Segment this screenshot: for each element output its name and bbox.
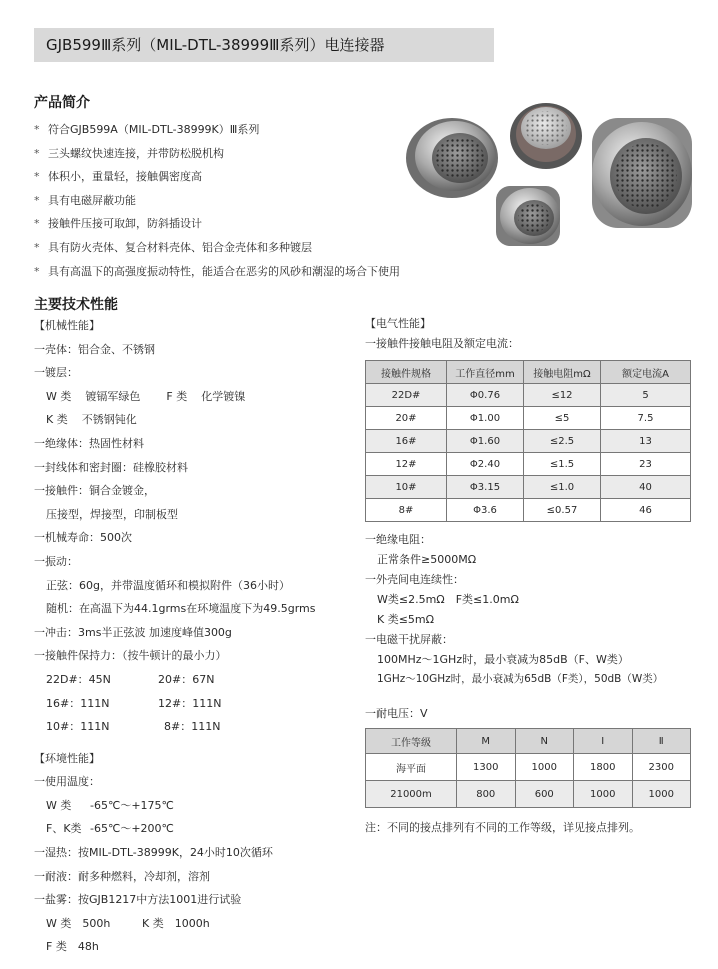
emi-line-1: 100MHz～1GHz时，最小衰减为85dB（F、W类）	[377, 653, 629, 666]
continuity-k: K 类≤5mΩ	[377, 613, 435, 626]
table-cell: Φ0.76	[447, 384, 524, 407]
retention-value: 20#：67N	[158, 672, 215, 686]
plating-k-line	[34, 412, 364, 436]
table-cell: ≤1.5	[524, 453, 601, 476]
bullet-icon: *	[34, 193, 40, 207]
table-header-cell: 额定电流A	[601, 361, 691, 384]
insulation-value: 正常条件≥5000MΩ	[377, 553, 477, 566]
voltage-heading: 一耐电压：V	[365, 707, 428, 720]
page-title: GJB599Ⅲ系列（MIL-DTL-38999Ⅲ系列）电连接器	[34, 28, 494, 62]
bullet-icon: *	[34, 123, 40, 136]
temp-heading: 一使用温度：	[34, 775, 100, 789]
table-cell: 20#	[366, 407, 447, 430]
table-cell: 46	[601, 499, 691, 522]
table-cell: ≤0.57	[524, 499, 601, 522]
table-cell: ≤1.0	[524, 476, 601, 499]
bullet-icon: *	[34, 240, 40, 254]
table-header-cell: N	[515, 729, 574, 754]
table-cell: ≤12	[524, 384, 601, 407]
plating-f-code: F 类	[166, 389, 188, 403]
continuity-wf: W类≤2.5mΩ F类≤1.0mΩ	[377, 593, 519, 606]
table-cell: Φ3.15	[447, 476, 524, 499]
retention-value: 12#：111N	[158, 696, 222, 710]
list-item	[34, 262, 514, 286]
plating-k-code: K 类	[46, 413, 68, 427]
vibration-random-line: 随机：在高温下为44.1grms在环境温度下为49.5grms	[46, 602, 316, 616]
table-cell: Φ3.6	[447, 499, 524, 522]
plating-heading: 一镀层：	[34, 366, 78, 380]
seal-line: 一封线体和密封圈：硅橡胶材料	[34, 460, 188, 474]
table-header-row	[366, 361, 691, 384]
retention-row	[34, 696, 364, 720]
table-row	[366, 384, 691, 407]
table-cell: 1000	[632, 781, 691, 808]
retention-value: 8#：111N	[164, 720, 221, 734]
table-row	[366, 754, 691, 781]
emi-heading: 一电磁干扰屏蔽：	[365, 633, 453, 646]
table-cell: 5	[601, 384, 691, 407]
table-cell: 1000	[574, 781, 633, 808]
list-item-text: 接触件压接可取卸，防斜插设计	[48, 217, 202, 231]
connector-left-icon	[406, 118, 498, 198]
vibration-heading: 一振动：	[34, 554, 78, 568]
vibration-sine-line: 正弦：60g，并带温度循环和模拟附件（36小时）	[46, 578, 290, 592]
mechanical-heading: 【机械性能】	[34, 319, 100, 332]
list-item-text: 三头螺纹快速连接，并带防松脱机构	[48, 146, 224, 160]
table-header-cell: 接触电阻mΩ	[524, 361, 601, 384]
table-cell: 40	[601, 476, 691, 499]
table-cell: 海平面	[366, 754, 457, 781]
table-header-cell: 工作等级	[366, 729, 457, 754]
table-header-cell: Ⅱ	[632, 729, 691, 754]
emi-line-2: 1GHz～10GHz时，最小衰减为65dB（F类），50dB（W类）	[377, 673, 664, 685]
environmental-heading: 【环境性能】	[34, 751, 100, 765]
table-cell: 16#	[366, 430, 447, 453]
bullet-icon: *	[34, 146, 40, 160]
table-cell: 1300	[457, 754, 516, 781]
salt-heading: 一盐雾：按GJB1217中方法1001进行试验	[34, 893, 242, 907]
life-line: 一机械寿命：500次	[34, 531, 132, 545]
resistance-table	[365, 360, 691, 522]
salt-k: K 类 1000h	[142, 916, 210, 930]
tech-heading: 主要技术性能	[34, 297, 118, 313]
salt-w-k-line	[34, 916, 364, 940]
plating-w-f-line	[34, 389, 364, 413]
retention-heading: 一接触件保持力：（按牛顿计的最小力）	[34, 649, 227, 663]
retention-row	[34, 672, 364, 696]
table-cell: 1800	[574, 754, 633, 781]
salt-f-line: F 类 48h	[46, 940, 99, 954]
list-item-text: 体积小，重量轻，接触偶密度高	[48, 170, 202, 184]
table-cell: Φ2.40	[447, 453, 524, 476]
table-cell: 21000m	[366, 781, 457, 808]
table-row	[366, 453, 691, 476]
temp-fk-value: -65℃～+200℃	[90, 822, 174, 836]
bullet-icon: *	[34, 217, 40, 231]
table-cell: 8#	[366, 499, 447, 522]
connector-photos	[400, 98, 700, 258]
continuity-heading: 一外壳间电连续性：	[365, 573, 464, 586]
shock-line: 一冲击：3ms半正弦波 加速度峰值300g	[34, 625, 232, 639]
connector-bottom-icon	[496, 186, 560, 246]
table-cell: ≤5	[524, 407, 601, 430]
table-cell: 7.5	[601, 407, 691, 430]
table-cell: 12#	[366, 453, 447, 476]
salt-w: W 类 500h	[46, 916, 111, 930]
temp-w-code: W 类	[46, 798, 72, 812]
table-cell: 1000	[515, 754, 574, 781]
bullet-icon: *	[34, 170, 40, 184]
table-cell: ≤2.5	[524, 430, 601, 453]
voltage-table	[365, 728, 691, 808]
footnote: 注：不同的接点排列有不同的工作等级，详见接点排列。	[365, 821, 640, 834]
temp-w-line	[34, 798, 364, 822]
intro-heading: 产品简介	[34, 95, 90, 111]
table-cell: 600	[515, 781, 574, 808]
insulation-heading: 一绝缘电阻：	[365, 533, 431, 546]
temp-fk-line	[34, 821, 364, 845]
list-item-text: 符合GJB599A（MIL-DTL-38999K）Ⅲ系列	[48, 123, 260, 136]
table-header-cell: Ⅰ	[574, 729, 633, 754]
list-item-text: 具有电磁屏蔽功能	[48, 193, 136, 207]
table-cell: 10#	[366, 476, 447, 499]
table-row	[366, 781, 691, 808]
insulator-line: 一绝缘体：热固性材料	[34, 436, 144, 450]
table-cell: 13	[601, 430, 691, 453]
bullet-icon: *	[34, 264, 40, 278]
table-header-cell: 工作直径mm	[447, 361, 524, 384]
table-header-row	[366, 729, 691, 754]
right-column	[365, 316, 705, 844]
table-cell: 23	[601, 453, 691, 476]
plating-w-code: W 类	[46, 389, 72, 403]
table-row	[366, 407, 691, 430]
contact-types-line: 压接型，焊接型，印制板型	[46, 507, 178, 521]
table-cell: Φ1.00	[447, 407, 524, 430]
list-item-text: 具有高温下的高强度振动特性，能适合在恶劣的风砂和潮湿的场合下使用	[48, 264, 400, 278]
left-column	[34, 318, 364, 963]
table-cell: 2300	[632, 754, 691, 781]
retention-row	[34, 719, 364, 743]
table-cell: 22D#	[366, 384, 447, 407]
table-header-cell: 接触件规格	[366, 361, 447, 384]
electrical-heading: 【电气性能】	[365, 317, 431, 330]
connector-right-icon	[592, 118, 692, 228]
temp-fk-code: F、K类	[46, 822, 82, 836]
table-cell: Φ1.60	[447, 430, 524, 453]
table-cell: 800	[457, 781, 516, 808]
plating-w-value: 镀镉军绿色	[85, 389, 141, 403]
plating-k-value: 不锈钢钝化	[81, 413, 137, 427]
table-row	[366, 430, 691, 453]
plating-f-value: 化学镀镍	[201, 389, 246, 403]
retention-value: 10#：111N	[46, 720, 110, 734]
retention-value: 16#：111N	[46, 696, 110, 710]
humidity-line: 一湿热：按MIL-DTL-38999K，24小时10次循环	[34, 846, 273, 860]
resistance-table-title: 一接触件接触电阻及额定电流：	[365, 337, 519, 350]
fluid-line: 一耐液：耐多种燃料，冷却剂，溶剂	[34, 869, 210, 883]
temp-w-value: -65℃～+175℃	[90, 798, 174, 812]
retention-value: 22D#：45N	[46, 672, 111, 686]
list-item-text: 具有防火壳体、复合材料壳体、铝合金壳体和多种镀层	[48, 240, 312, 254]
table-header-cell: M	[457, 729, 516, 754]
contacts-line: 一接触件：铜合金镀金，	[34, 484, 155, 498]
table-row	[366, 499, 691, 522]
connector-top-icon	[510, 103, 582, 169]
shell-line: 一壳体：铝合金、不锈钢	[34, 342, 155, 356]
table-row	[366, 476, 691, 499]
